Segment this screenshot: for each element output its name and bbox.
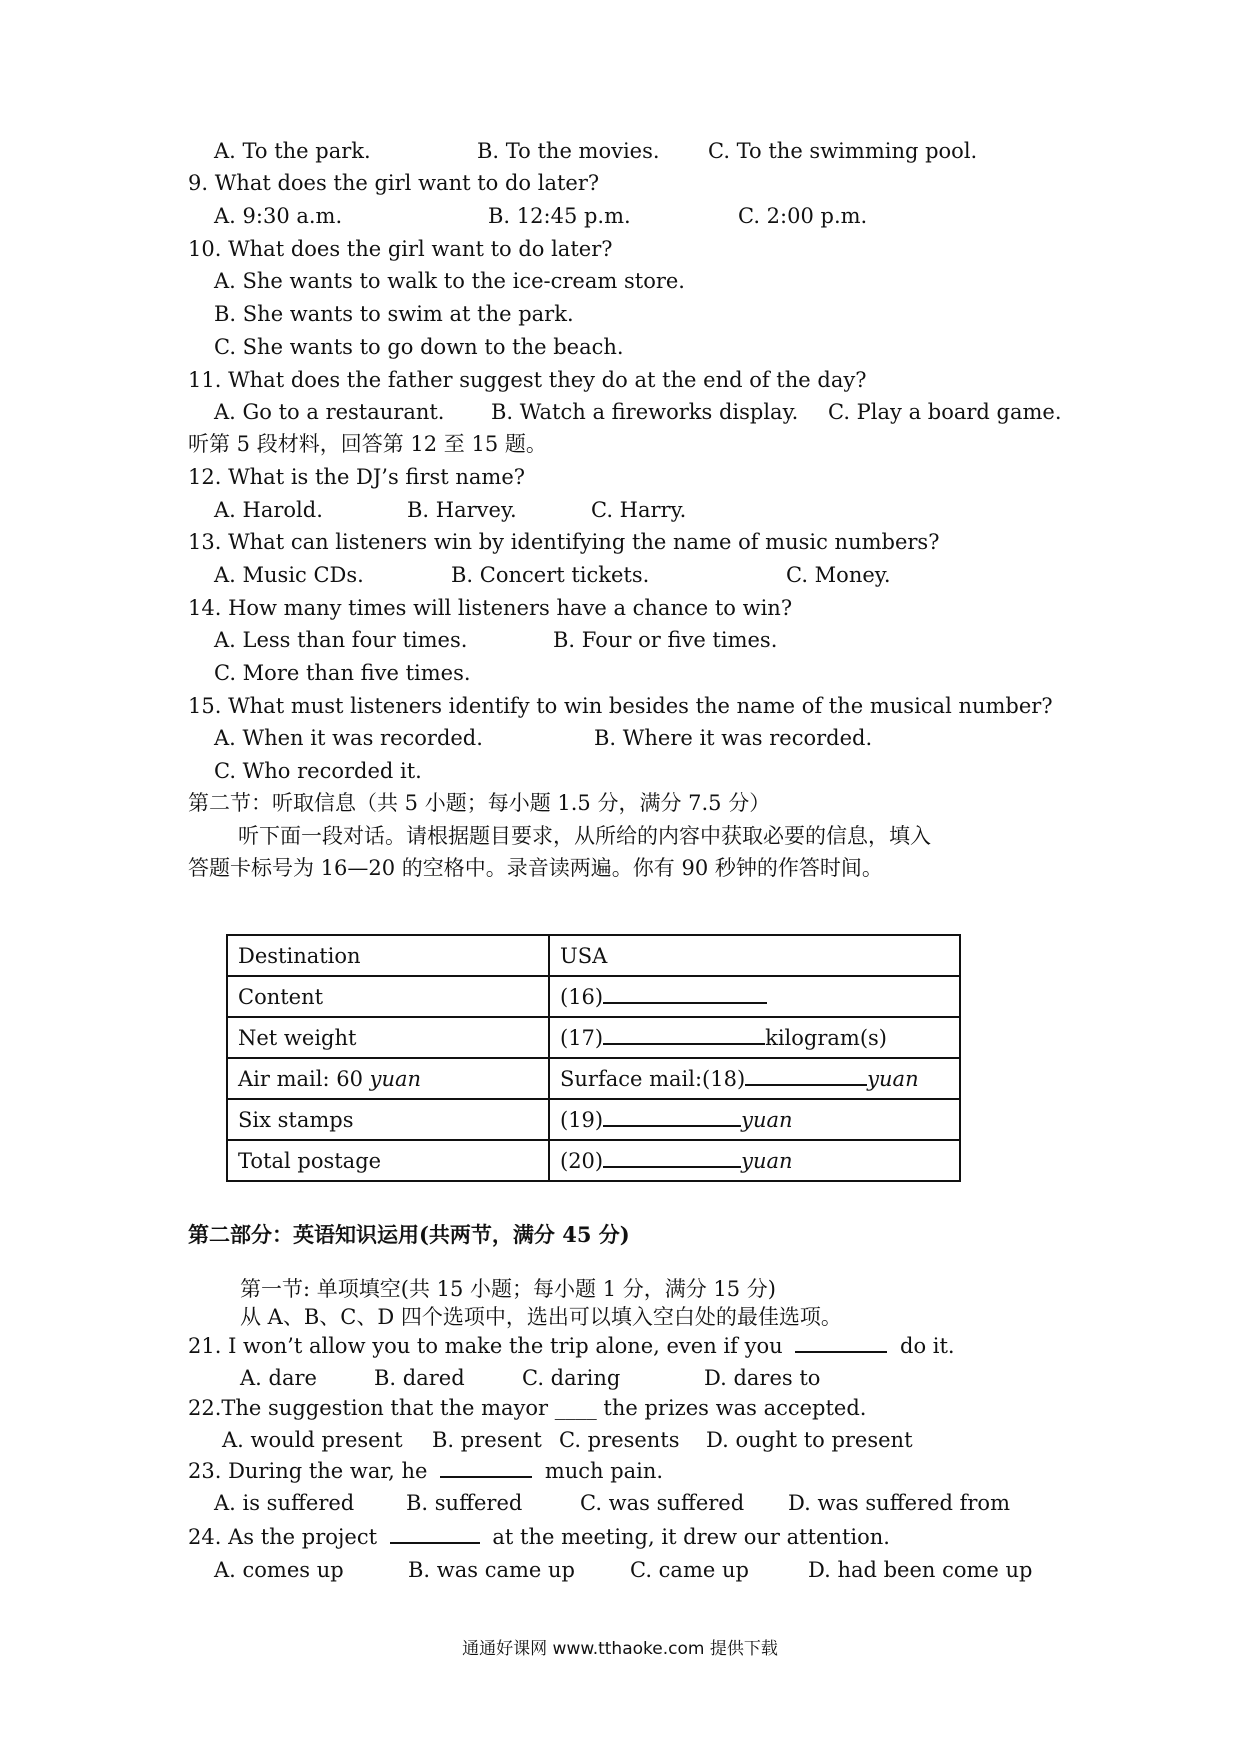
table-cell-destination-value: USA [549, 935, 960, 976]
q12-option-c: C. Harry. [591, 498, 687, 522]
q13-option-c: C. Money. [786, 563, 891, 587]
section2-instruction-line2: 答题卡标号为 16—20 的空格中。录音读两遍。你有 90 秒钟的作答时间。 [188, 856, 883, 880]
q23-option-c: C. was suffered [580, 1491, 745, 1515]
q21-stem-end: do it. [900, 1334, 955, 1358]
answer-blank-20[interactable] [603, 1148, 741, 1168]
q12-stem: 12. What is the DJ’s first name? [188, 465, 526, 489]
q23-stem-start: 23. During the war, he [188, 1459, 428, 1483]
q23-stem-end: much pain. [544, 1459, 664, 1483]
table-cell-weight-value [549, 1017, 960, 1058]
q14-option-a: A. Less than four times. [214, 628, 468, 652]
q10-option-c: C. She wants to go down to the beach. [214, 335, 624, 359]
q8-option-a: A. To the park. [214, 139, 371, 163]
q23-option-d: D. was suffered from [788, 1491, 1010, 1515]
airmail-prefix: Air mail: 60 [238, 1066, 370, 1091]
table-row [227, 1140, 960, 1181]
q12-option-b: B. Harvey. [407, 498, 517, 522]
q21-option-d: D. dares to [704, 1366, 821, 1390]
q14-stem: 14. How many times will listeners have a chance to win? [188, 596, 793, 620]
q15-option-a: A. When it was recorded. [214, 726, 483, 750]
q23-option-a: A. is suffered [214, 1491, 355, 1515]
table-cell-weight-label: Net weight [227, 1017, 549, 1058]
q11-stem: 11. What does the father suggest they do at the end of the day? [188, 368, 867, 392]
section2-title: 第二节：听取信息（共 5 小题；每小题 1.5 分，满分 7.5 分） [188, 791, 771, 815]
q22-option-b: B. present [432, 1428, 542, 1452]
q14-option-b: B. Four or five times. [553, 628, 778, 652]
table-cell-airmail-label [227, 1058, 549, 1099]
q21-blank[interactable] [795, 1333, 887, 1353]
table-cell-stamps-label: Six stamps [227, 1099, 549, 1140]
part2-section1-title: 第一节: 单项填空(共 15 小题；每小题 1 分，满分 15 分) [240, 1277, 776, 1301]
table-row [227, 1017, 960, 1058]
part2-title: 第二部分：英语知识运用(共两节，满分 45 分) [188, 1222, 630, 1247]
answer-blank-18[interactable] [745, 1066, 867, 1086]
info-table [226, 934, 961, 1182]
q21-stem-start: 21. I won’t allow you to make the trip alone, even if you [188, 1334, 783, 1358]
q23-option-b: B. suffered [406, 1491, 523, 1515]
blank-number-17: (17) [560, 1026, 604, 1050]
q8-option-b: B. To the movies. [477, 139, 660, 163]
q22-option-a: A. would present [222, 1428, 403, 1452]
q22-option-c: C. presents [559, 1428, 680, 1452]
q12-option-a: A. Harold. [214, 498, 323, 522]
q11-option-c: C. Play a board game. [828, 400, 1062, 424]
table-cell-surfacemail-value [549, 1058, 960, 1099]
q11-option-b: B. Watch a fireworks display. [491, 400, 799, 424]
table-cell-stamps-value [549, 1099, 960, 1140]
q9-option-a: A. 9:30 a.m. [214, 204, 343, 228]
table-cell-postage-label: Total postage [227, 1140, 549, 1181]
q21-option-c: C. daring [522, 1366, 621, 1390]
table-row [227, 976, 960, 1017]
q23-stem [188, 1456, 663, 1486]
table-row [227, 1099, 960, 1140]
answer-blank-16[interactable] [603, 984, 767, 1004]
blank-number-18: Surface mail:(18) [560, 1067, 746, 1091]
q13-option-a: A. Music CDs. [214, 563, 364, 587]
q15-option-b: B. Where it was recorded. [594, 726, 873, 750]
q9-option-c: C. 2:00 p.m. [738, 204, 868, 228]
blank-number-16: (16) [560, 985, 604, 1009]
q24-stem-end: at the meeting, it drew our attention. [492, 1525, 890, 1549]
q10-option-a: A. She wants to walk to the ice-cream store. [214, 269, 685, 293]
q24-stem [188, 1522, 890, 1552]
q22-option-d: D. ought to present [706, 1428, 913, 1452]
q13-stem: 13. What can listeners win by identifying the name of music numbers? [188, 530, 940, 554]
q21-stem [188, 1331, 955, 1361]
q10-option-b: B. She wants to swim at the park. [214, 302, 574, 326]
answer-blank-19[interactable] [603, 1107, 741, 1127]
q24-option-b: B. was came up [408, 1558, 575, 1582]
part2-section1-instruction: 从 A、B、C、D 四个选项中，选出可以填入空白处的最佳选项。 [240, 1305, 842, 1329]
weight-unit: kilogram(s) [765, 1026, 887, 1050]
q14-option-c: C. More than five times. [214, 661, 471, 685]
q22-stem: 22.The suggestion that the mayor ____ the prizes was accepted. [188, 1396, 867, 1420]
q9-stem: 9. What does the girl want to do later? [188, 171, 600, 195]
q24-blank[interactable] [390, 1524, 480, 1544]
q21-option-a: A. dare [240, 1366, 317, 1390]
surfacemail-unit: yuan [867, 1067, 919, 1091]
airmail-unit: yuan [369, 1066, 422, 1091]
section5-intro: 听第 5 段材料，回答第 12 至 15 题。 [188, 432, 547, 456]
q24-stem-start: 24. As the project [188, 1525, 378, 1549]
postage-unit: yuan [741, 1149, 793, 1173]
table-row [227, 935, 960, 976]
q11-option-a: A. Go to a restaurant. [214, 400, 445, 424]
q24-option-d: D. had been come up [808, 1558, 1033, 1582]
q9-option-b: B. 12:45 p.m. [488, 204, 631, 228]
table-cell-content-label: Content [227, 976, 549, 1017]
table-row [227, 1058, 960, 1099]
stamps-unit: yuan [741, 1108, 793, 1132]
q15-stem: 15. What must listeners identify to win besides the name of the musical number? [188, 694, 1053, 718]
blank-number-20: (20) [560, 1149, 604, 1173]
download-footer: 通通好课网 www.tthaoke.com 提供下载 [462, 1639, 778, 1659]
q13-option-b: B. Concert tickets. [451, 563, 650, 587]
q24-option-c: C. came up [630, 1558, 749, 1582]
table-cell-destination-label: Destination [227, 935, 549, 976]
blank-number-19: (19) [560, 1108, 604, 1132]
section2-instruction-line1: 听下面一段对话。请根据题目要求，从所给的内容中获取必要的信息，填入 [238, 824, 931, 848]
q23-blank[interactable] [440, 1458, 532, 1478]
q24-option-a: A. comes up [214, 1558, 344, 1582]
table-cell-content-value [549, 976, 960, 1017]
answer-blank-17[interactable] [603, 1025, 765, 1045]
q15-option-c: C. Who recorded it. [214, 759, 422, 783]
table-cell-postage-value [549, 1140, 960, 1181]
q10-stem: 10. What does the girl want to do later? [188, 237, 613, 261]
q8-option-c: C. To the swimming pool. [708, 139, 978, 163]
q21-option-b: B. dared [374, 1366, 465, 1390]
